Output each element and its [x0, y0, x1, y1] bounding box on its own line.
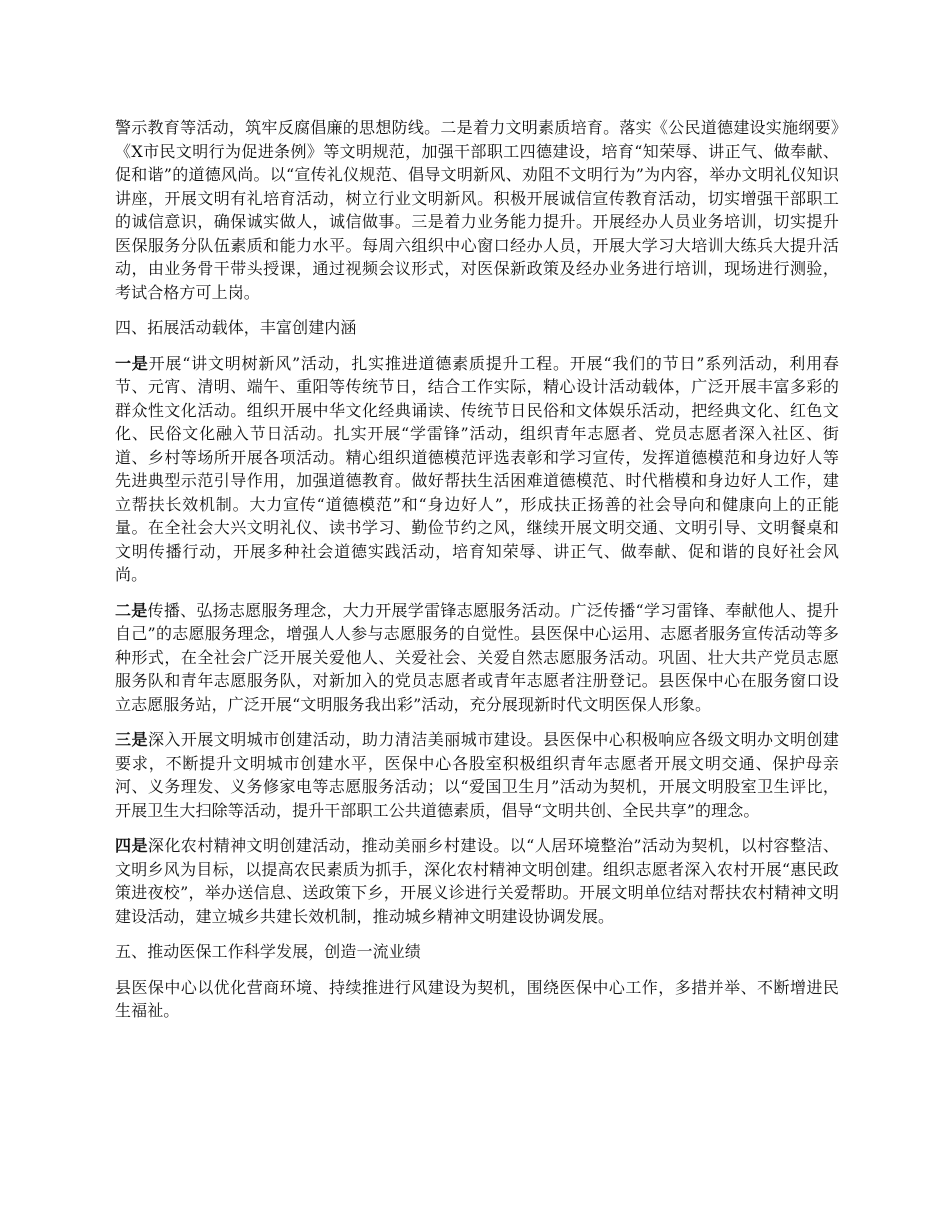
item-text-4: 深化农村精神文明创建活动，推动美丽乡村建设。以“人居环境整治”活动为契机，以村容整洁、文明乡风为目标，以提高农民素质为抓手，深化农村精神文明创建。组织志愿者深入农村开展“惠民政策进夜校”，举办送信息、送政策下乡，开展义诊进行关爱帮助。开展文明单位结对帮扶农村精神文明建设活动，建立城乡共建长效机制，推动城乡精神文明建设协调发展。: [115, 836, 839, 926]
item-text-1: 开展“讲文明树新风”活动，扎实推进道德素质提升工程。开展“我们的节日”系列活动，利用春节、元宵、清明、端午、重阳等传统节日，结合工作实际，精心设计活动载体，广泛开展丰富多彩的群众性文化活动。组织开展中华文化经典诵读、传统节日民俗和文体娱乐活动，把经典文化、红色文化、民俗文化融入节日活动。扎实开展“学雷锋”活动，组织青年志愿者、党员志愿者深入社区、街道、乡村等场所开展各项活动。精心组织道德模范评选表彰和学习宣传，发挥道德模范和身边好人等先进典型示范引导作用，加强道德教育。做好帮扶生活困难道德模范、时代楷模和身边好人工作，建立帮扶长效机制。大力宣传“道德模范”和“身边好人”，形成扶正扬善的社会导向和健康向上的正能量。在全社会大兴文明礼仪、读书学习、勤俭节约之风，继续开展文明交通、文明引导、文明餐桌和文明传播行动，开展多种社会道德实践活动，培育知荣辱、讲正气、做奉献、促和谐的良好社会风尚。: [115, 353, 839, 584]
paragraph-item-1: [115, 352, 839, 587]
paragraph-item-2: [115, 599, 839, 717]
item-text-3: 深入开展文明城市创建活动，助力清洁美丽城市建设。县医保中心积极响应各级文明办文明创建要求，不断提升文明城市创建水平，医保中心各股室积极组织青年志愿者开展文明交通、保护母亲河、义务理发、义务修家电等志愿服务活动；以“爱国卫生月”活动为契机，开展文明股室卫生评比，开展卫生大扫除等活动，提升干部职工公共道德素质，倡导“文明共创、全民共享”的理念。: [115, 730, 840, 820]
section-heading-5: 五、推动医保工作科学发展，创造一流业绩: [115, 942, 421, 961]
paragraph-closing: 县医保中心以优化营商环境、持续推进行风建设为契机，围绕医保中心工作，多措并举、不断增进民生福祉。: [115, 977, 839, 1020]
document-body: [115, 116, 839, 1035]
section-heading-4: 四、拓展活动载体，丰富创建内涵: [115, 318, 357, 337]
paragraph-item-3: [115, 728, 839, 822]
paragraph-intro: 警示教育等活动，筑牢反腐倡廉的思想防线。二是着力文明素质培育。落实《公民道德建设实施纲要》《X市民文明行为促进条例》等文明规范，加强干部职工四德建设，培育“知荣辱、讲正气、做奉献、促和谐”的道德风尚。以“宣传礼仪规范、倡导文明新风、劝阻不文明行为”为内容，举办文明礼仪知识讲座，开展文明有礼培育活动，树立行业文明新风。积极开展诚信宣传教育活动，切实增强干部职工的诚信意识，确保诚实做人，诚信做事。三是着力业务能力提升。开展经办人员业务培训，切实提升医保服务分队伍素质和能力水平。每周六组织中心窗口经办人员，开展大学习大培训大练兵大提升活动，由业务骨干带头授课，通过视频会议形式，对医保新政策及经办业务进行培训，现场进行测验，考试合格方可上岗。: [115, 118, 839, 302]
item-lead-2: 二是: [115, 600, 148, 620]
item-lead-1: 一是: [115, 353, 149, 373]
item-lead-4: 四是: [115, 836, 148, 855]
item-text-2: 传播、弘扬志愿服务理念，大力开展学雷锋志愿服务活动。广泛传播“学习雷锋、奉献他人、提升自己”的志愿服务理念，增强人人参与志愿服务的自觉性。县医保中心运用、志愿者服务宣传活动等多种形式，在全社会广泛开展关爱他人、关爱社会、关爱自然志愿服务活动。巩固、壮大共产党员志愿服务队和青年志愿服务队，对新加入的党员志愿者或青年志愿者注册登记。县医保中心在服务窗口设立志愿服务站，广泛开展“文明服务我出彩”活动，充分展现新时代文明医保人形象。: [115, 600, 840, 714]
item-lead-3: 三是: [115, 730, 148, 749]
paragraph-item-4: [115, 834, 839, 928]
